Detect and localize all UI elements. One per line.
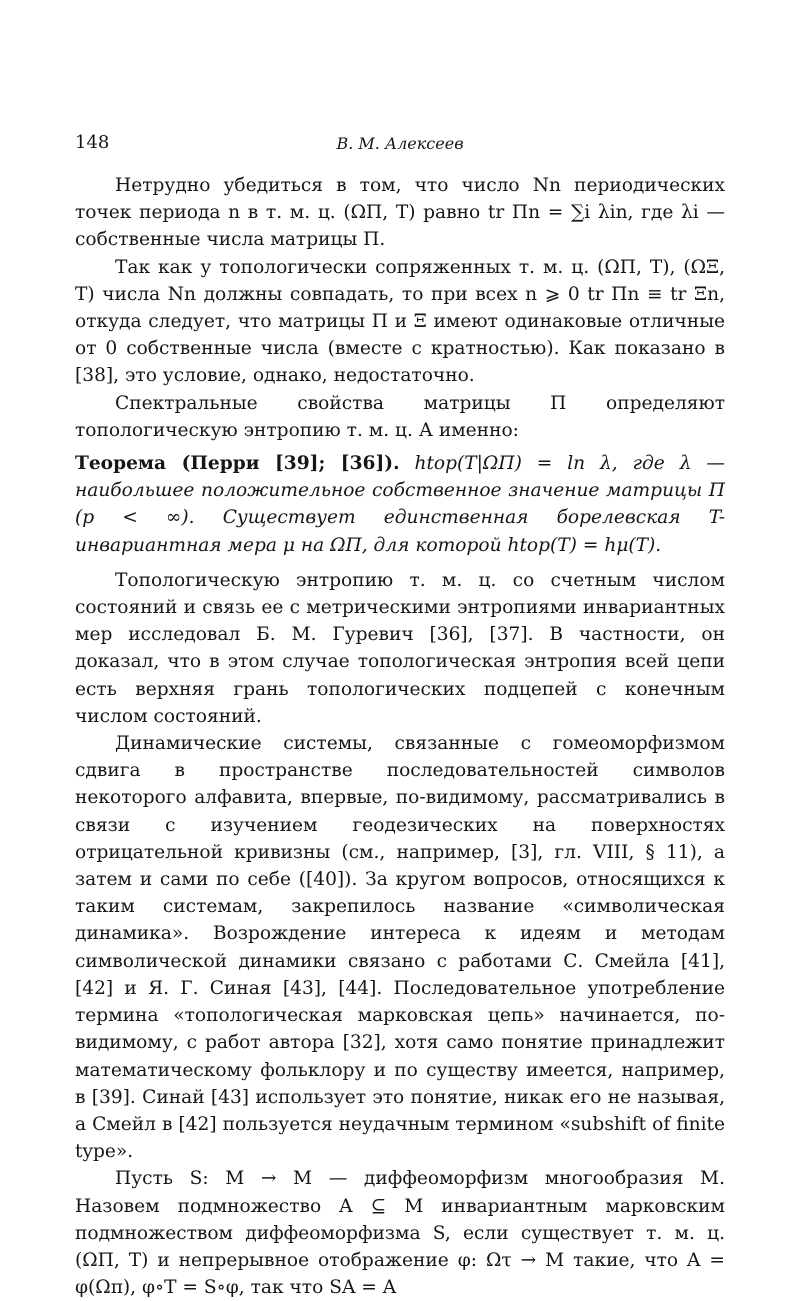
paragraph: Спектральные свойства матрицы Π определяют топологическую энтропию т. м. ц. А именно:	[75, 392, 725, 441]
page-header	[75, 132, 725, 158]
body-text	[75, 172, 725, 1301]
theorem-body: htop(T|ΩΠ) = ln λ, где λ — наибольшее положительное собственное значение матрицы Π (p < ∞). Существует единственная борелевская T-инвариантная мера μ на ΩΠ, для которой htop(T) = hμ(T).	[75, 453, 725, 556]
running-head: В. М. Алексеев	[336, 134, 464, 153]
paragraph: Нетрудно убедиться в том, что число Nn периодических точек периода n в т. м. ц. (ΩΠ, T) равно tr Πn = ∑i λin, где λi — собственные числа матрицы Π.	[75, 175, 725, 251]
paragraph: Так как у топологически сопряженных т. м. ц. (ΩΠ, T), (ΩΞ, T) числа Nn должны совпадать, то при всех n ⩾ 0 tr Πn ≡ tr Ξn, откуда следует, что матрицы Π и Ξ имеют одинаковые отличные от 0 собственные числа (вместе с кратностью). Как показано в [38], это условие, однако, недостаточно.	[75, 256, 725, 387]
theorem	[75, 450, 725, 559]
theorem-title: Теорема (Перри [39]; [36]).	[75, 453, 400, 475]
paragraph: Топологическую энтропию т. м. ц. со счетным числом состояний и связь ее с метрическими энтропиями инвариантных мер исследовал Б. М. Гуревич [36], [37]. В частности, он доказал, что в этом случае топологическая энтропия всей цепи есть верхняя грань топологических подцепей с конечным числом состояний.	[75, 569, 725, 727]
paragraph: Пусть S: M → M — диффеоморфизм многообразия M. Назовем подмножество A ⊆ M инвариантным марковским подмножеством диффеоморфизма S, если существует т. м. ц. (ΩΠ, T) и непрерывное отображение φ: Ωτ → M такие, что A = φ(Ωπ), φ∘T = S∘φ, так что SA = A	[75, 1168, 725, 1299]
paragraph: Динамические системы, связанные с гомеоморфизмом сдвига в пространстве последовательностей символов некоторого алфавита, впервые, по-видимому, рассматривались в связи с изучением геодезических на поверхностях отрицательной кривизны (см., например, [3], гл. VIII, § 11), а затем и сами по себе ([40]). За кругом вопросов, относящихся к таким системам, закрепилось название «символическая динамика». Возрождение интереса к идеям и методам символической динамики связано с работами С. Смейла [41], [42] и Я. Г. Синая [43], [44]. Последовательное употребление термина «топологическая марковская цепь» начинается, по-видимому, с работ автора [32], хотя само понятие принадлежит математическому фольклору и по существу имеется, например, в [39]. Синай [43] использует это понятие, никак его не называя, а Смейл в [42] пользуется неудачным термином «subshift of finite type».	[75, 733, 725, 1163]
page-number: 148	[75, 132, 110, 153]
